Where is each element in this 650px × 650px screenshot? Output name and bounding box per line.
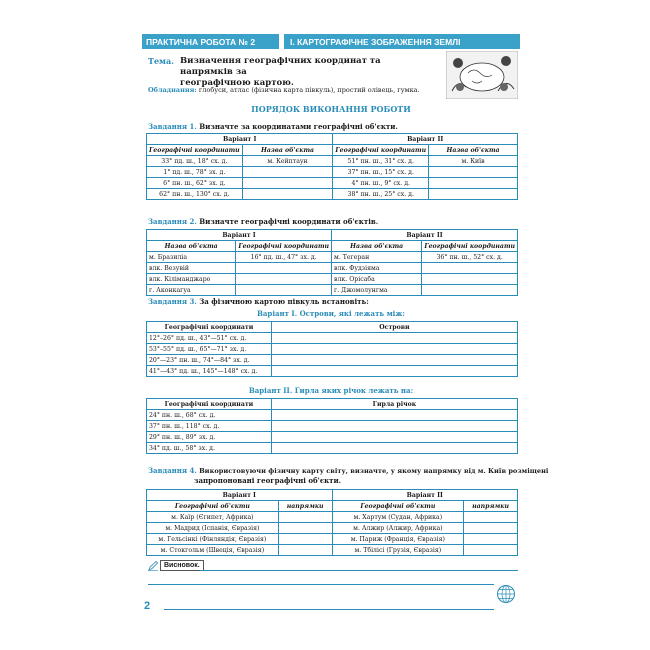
coord-cell: 29° пн. ш., 89° зх. д. [147, 432, 272, 443]
answer-cell[interactable] [271, 443, 517, 454]
header-right: І. КАРТОГРАФІЧНЕ ЗОБРАЖЕННЯ ЗЕМЛІ [284, 34, 520, 49]
answer-cell[interactable]: м. Кейптаун [242, 156, 333, 167]
answer-cell[interactable] [429, 178, 518, 189]
task4-label: Завдання 4. [148, 466, 197, 475]
task3-col-coords: Географічні координати [147, 322, 272, 333]
table-row [147, 366, 518, 377]
task4-line1: Використовуючи фізичну карту світу, визначте, у якому напрямку від м. Київ розміщені [196, 467, 549, 475]
task2-table [146, 229, 518, 296]
coord-cell: 20°—23° пн. ш., 74°—84° зх. д. [147, 355, 272, 366]
answer-cell[interactable] [242, 178, 333, 189]
task4-col-dir-2: напрямки [464, 501, 518, 512]
task3-table-2 [146, 398, 518, 454]
task1-table [146, 133, 518, 200]
answer-cell[interactable] [422, 285, 518, 296]
tema-text [180, 56, 420, 89]
answer-cell[interactable] [242, 189, 333, 200]
answer-cell[interactable] [271, 366, 517, 377]
answer-cell[interactable] [422, 274, 518, 285]
task1-col-coords-1: Географічні координати [147, 145, 243, 156]
table-row [147, 178, 518, 189]
task1-variant1: Варіант І [147, 134, 333, 145]
table-row [147, 534, 518, 545]
object-cell: влк. Кіліманджаро [147, 274, 236, 285]
answer-cell[interactable] [422, 263, 518, 274]
students-illustration [446, 51, 518, 99]
task1-heading [148, 122, 398, 131]
table-row [147, 523, 518, 534]
task4-col-obj-2: Географічні об'єкти [332, 501, 464, 512]
task2-label: Завдання 2. [148, 217, 197, 226]
answer-cell[interactable] [271, 333, 517, 344]
table-row [147, 410, 518, 421]
answer-line[interactable] [200, 570, 518, 571]
answer-cell[interactable] [278, 523, 332, 534]
object-cell: влк. Везувій [147, 263, 236, 274]
answer-cell[interactable] [429, 167, 518, 178]
table-row [147, 512, 518, 523]
task2-variant2: Варіант ІІ [332, 230, 518, 241]
task2-col-coords-2: Географічні координати [422, 241, 518, 252]
answer-cell[interactable] [271, 344, 517, 355]
table-row [147, 263, 518, 274]
equipment-label: Обладнання: [148, 86, 197, 94]
answer-cell[interactable]: м. Київ [429, 156, 518, 167]
answer-cell[interactable] [271, 421, 517, 432]
task3-text: За фізичною картою півкуль встановіть: [196, 297, 369, 306]
task3-col-islands: Острови [271, 322, 517, 333]
object-cell: м. Каїр (Єгипет, Африка) [147, 512, 279, 523]
tema-line2: географічною картою. [180, 78, 294, 88]
coord-cell: 34° пд. ш., 58° зх. д. [147, 443, 272, 454]
table-row [147, 355, 518, 366]
table-row [147, 333, 518, 344]
task2-text: Визначте географічні координати об'єктів. [196, 217, 379, 226]
task1-variant2: Варіант ІІ [333, 134, 518, 145]
answer-cell[interactable]: 36° пн. ш., 52° сх. д. [422, 252, 518, 263]
equipment-text: глобуси, атлас (фізична карта півкуль), простий олівець, гумка. [196, 86, 420, 94]
coord-cell: 62° пн. ш., 130° сх. д. [147, 189, 243, 200]
object-cell: влк. Орісаба [332, 274, 422, 285]
coord-cell: 37° пн. ш., 118° сх. д. [147, 421, 272, 432]
task1-text: Визначте за координатами географічні об'єкти. [196, 122, 398, 131]
order-title: ПОРЯДОК ВИКОНАННЯ РОБОТИ [251, 104, 411, 114]
coord-cell: 33° пд. ш., 18° сх. д. [147, 156, 243, 167]
answer-cell[interactable] [271, 355, 517, 366]
object-cell: м. Гельсінкі (Фінляндія, Євразія) [147, 534, 279, 545]
answer-cell[interactable] [464, 534, 518, 545]
answer-cell[interactable] [271, 410, 517, 421]
object-cell: влк. Фудзіяма [332, 263, 422, 274]
globe-icon [496, 584, 516, 604]
task4-heading [148, 466, 549, 485]
task4-col-obj-1: Географічні об'єкти [147, 501, 279, 512]
task3-variant2-title: Варіант ІІ. Гирла яких річок лежать на: [248, 386, 414, 395]
task4-variant2: Варіант ІІ [332, 490, 517, 501]
coord-cell: 6° пн. ш., 62° зх. д. [147, 178, 243, 189]
task1-col-name-1: Назва об'єкта [242, 145, 333, 156]
object-cell: м. Париж (Франція, Євразія) [332, 534, 464, 545]
object-cell: м. Алжир (Алжир, Африка) [332, 523, 464, 534]
table-row [147, 156, 518, 167]
task4-variant1: Варіант І [147, 490, 333, 501]
conclusion [148, 560, 204, 571]
table-row [147, 285, 518, 296]
coord-cell: 38° пн. ш., 25° сх. д. [333, 189, 429, 200]
task2-heading [148, 217, 378, 226]
answer-cell[interactable]: 16° пд. ш., 47° зх. д. [236, 252, 332, 263]
coord-cell: 51° пн. ш., 31° сх. д. [333, 156, 429, 167]
task4-table [146, 489, 518, 556]
footer-line [164, 609, 494, 610]
table-row [147, 545, 518, 556]
task4-line2: запропоновані географічні об'єкти. [194, 476, 342, 485]
answer-cell[interactable] [464, 523, 518, 534]
table-row [147, 252, 518, 263]
task3-col-mouths: Гирла річок [271, 399, 517, 410]
answer-cell[interactable] [278, 512, 332, 523]
coord-cell: 4° пн. ш., 9° сх. д. [333, 178, 429, 189]
task2-col-coords-1: Географічні координати [236, 241, 332, 252]
table-row [147, 443, 518, 454]
task3-table-1 [146, 321, 518, 377]
object-cell: г. Аконкагуа [147, 285, 236, 296]
object-cell: м. Стокгольм (Швеція, Євразія) [147, 545, 279, 556]
coord-cell: 37° пн. ш., 15° сх. д. [333, 167, 429, 178]
task3-label: Завдання 3. [148, 297, 197, 306]
workbook-page [142, 34, 549, 619]
pen-icon [148, 561, 158, 571]
task2-variant1: Варіант І [147, 230, 332, 241]
answer-cell[interactable] [464, 545, 518, 556]
task2-col-name-1: Назва об'єкта [147, 241, 236, 252]
coord-cell: 24° пн. ш., 68° сх. д. [147, 410, 272, 421]
task1-label: Завдання 1. [148, 122, 197, 131]
task3-variant1-title: Варіант І. Острови, які лежать між: [256, 309, 405, 318]
answer-cell[interactable] [429, 189, 518, 200]
equipment [148, 86, 448, 94]
object-cell: м. Хартум (Судан, Африка) [332, 512, 464, 523]
table-row [147, 432, 518, 443]
tema-label: Тема. [148, 56, 174, 66]
answer-cell[interactable] [464, 512, 518, 523]
table-row [147, 189, 518, 200]
task4-col-dir-1: напрямки [278, 501, 332, 512]
answer-cell[interactable] [242, 167, 333, 178]
answer-cell[interactable] [271, 432, 517, 443]
object-cell: г. Джомолунгма [332, 285, 422, 296]
answer-cell[interactable] [278, 545, 332, 556]
answer-cell[interactable] [236, 263, 332, 274]
answer-cell[interactable] [236, 274, 332, 285]
header-bar [142, 34, 520, 49]
conclusion-label: Висновок. [160, 560, 204, 571]
task1-col-coords-2: Географічні координати [333, 145, 429, 156]
page-number: 2 [144, 600, 151, 612]
object-cell: м. Тегеран [332, 252, 422, 263]
table-row [147, 421, 518, 432]
task3-heading [148, 297, 369, 306]
answer-cell[interactable] [278, 534, 332, 545]
task2-col-name-2: Назва об'єкта [332, 241, 422, 252]
object-cell: м. Бразиліа [147, 252, 236, 263]
tema-line1: Визначення географічних координат та напрямків за [180, 56, 381, 77]
task1-col-name-2: Назва об'єкта [429, 145, 518, 156]
table-row [147, 167, 518, 178]
table-row [147, 344, 518, 355]
table-row [147, 274, 518, 285]
answer-cell[interactable] [236, 285, 332, 296]
answer-line[interactable] [148, 584, 494, 585]
coord-cell: 41°—43° пд. ш., 145°—148° сх. д. [147, 366, 272, 377]
task3-col-coords-2: Географічні координати [147, 399, 272, 410]
coord-cell: 1° пд. ш., 78° зх. д. [147, 167, 243, 178]
object-cell: м. Мадрид (Іспанія, Євразія) [147, 523, 279, 534]
header-left: ПРАКТИЧНА РОБОТА № 2 [142, 34, 279, 49]
object-cell: м. Тбілісі (Грузія, Євразія) [332, 545, 464, 556]
coord-cell: 53°–55° пд. ш., 65°—71° зх. д. [147, 344, 272, 355]
coord-cell: 12°–26° пд. ш., 43°—51° сх. д. [147, 333, 272, 344]
